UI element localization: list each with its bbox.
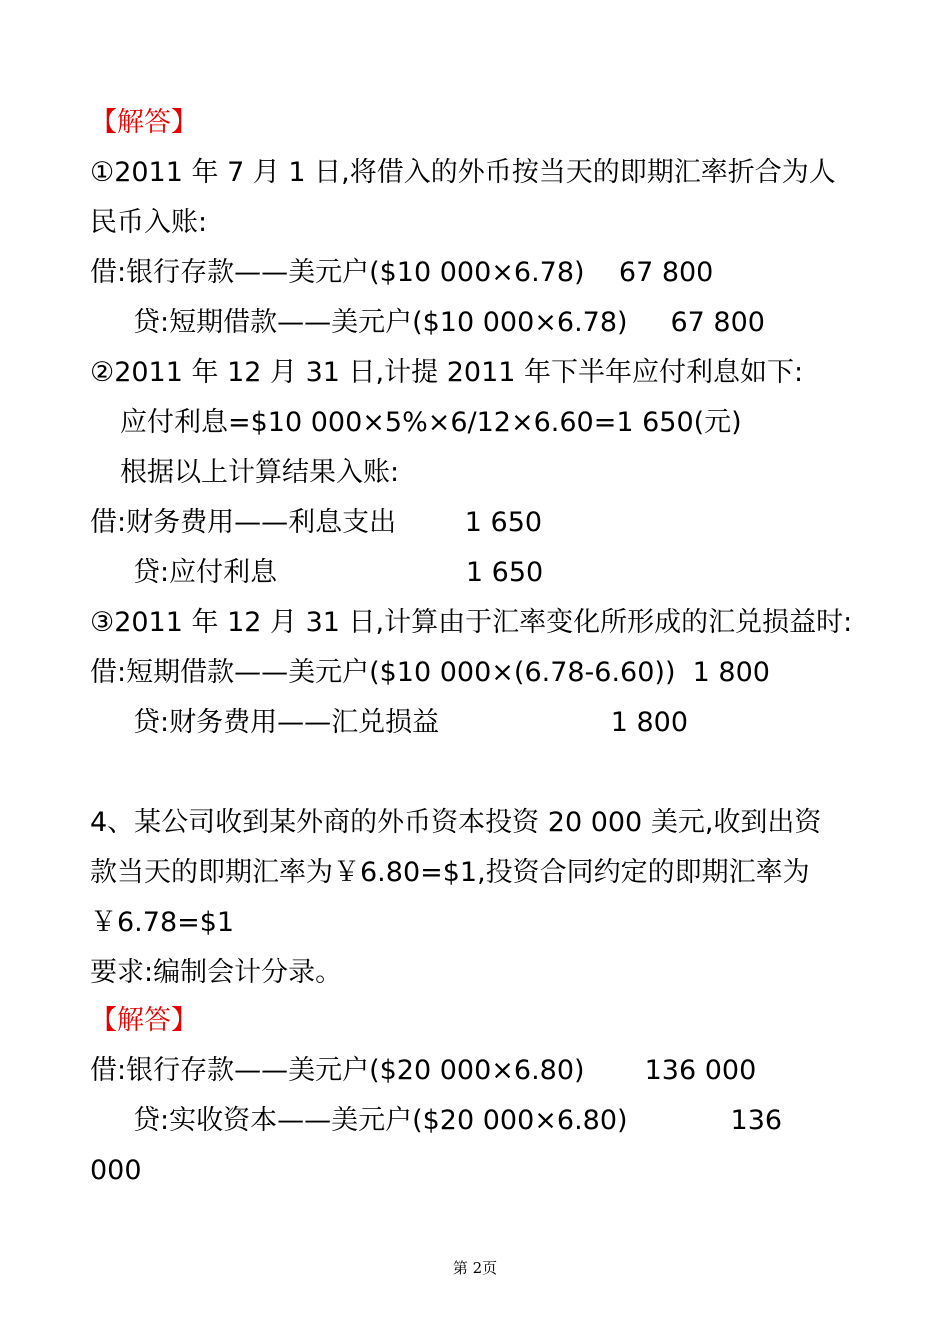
page-number: 第 2页 xyxy=(452,1259,498,1277)
entry3-debit: 借:短期借款——美元户($10 000×(6.78-6.60)) 1 800 xyxy=(90,657,770,688)
answer-heading-2: 【解答】 xyxy=(90,1005,198,1036)
entry1-debit: 借:银行存款——美元户($10 000×6.78) 67 800 xyxy=(90,257,714,288)
step1-text-line1: ①2011 年 7 月 1 日,将借入的外币按当天的即期汇率折合为人 xyxy=(90,157,836,188)
entry3-credit: 贷:财务费用——汇兑损益 1 800 xyxy=(133,707,689,738)
question4-entry-debit: 借:银行存款——美元户($20 000×6.80) 136 000 xyxy=(90,1055,757,1086)
interest-formula: 应付利息=$10 000×5%×6/12×6.60=1 650(元) xyxy=(120,407,742,438)
question4-entry-credit-line1: 贷:实收资本——美元户($20 000×6.80) 136 xyxy=(133,1105,783,1136)
question4-requirement: 要求:编制会计分录。 xyxy=(90,957,343,988)
entry2-credit: 贷:应付利息 1 650 xyxy=(133,557,544,588)
question4-text-line1: 4、某公司收到某外商的外币资本投资 20 000 美元,收到出资 xyxy=(90,807,822,838)
entry2-debit: 借:财务费用——利息支出 1 650 xyxy=(90,507,543,538)
question4-text-line3: ￥6.78=$1 xyxy=(90,907,235,938)
step2-text: ②2011 年 12 月 31 日,计提 2011 年下半年应付利息如下: xyxy=(90,357,804,388)
entry1-credit: 贷:短期借款——美元户($10 000×6.78) 67 800 xyxy=(133,307,765,338)
question4-text-line2: 款当天的即期汇率为￥6.80=$1,投资合同约定的即期汇率为 xyxy=(90,857,810,888)
step1-text-line2: 民币入账: xyxy=(90,207,208,238)
step3-text: ③2011 年 12 月 31 日,计算由于汇率变化所形成的汇兑损益时: xyxy=(90,607,853,638)
question4-entry-credit-line2: 000 xyxy=(90,1155,142,1186)
record-note: 根据以上计算结果入账: xyxy=(120,457,400,488)
answer-heading-1: 【解答】 xyxy=(90,107,198,138)
